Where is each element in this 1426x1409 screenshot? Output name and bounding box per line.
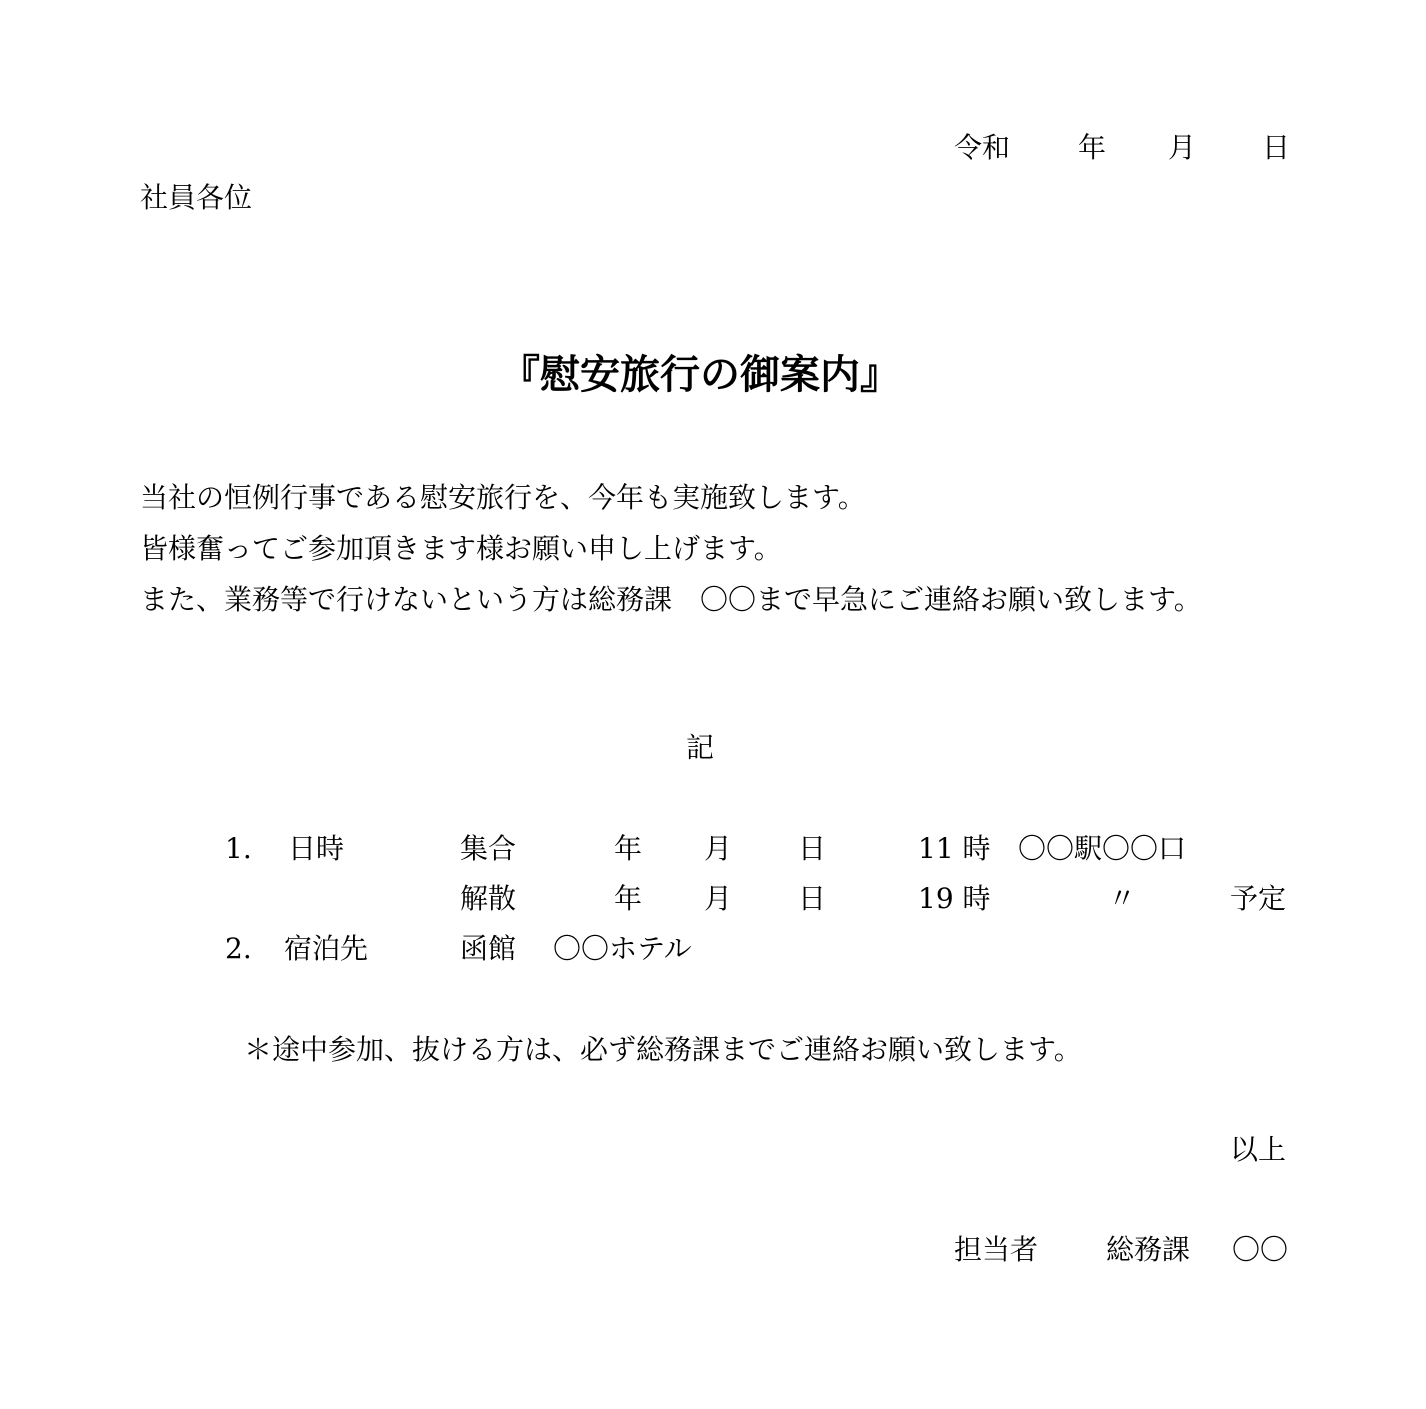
body-line-2: 皆様奮ってご参加頂きます様お願い申し上げます。 [140, 532, 782, 565]
disband-place: 〃 [1108, 882, 1137, 915]
contact-department: 総務課 [1106, 1233, 1191, 1266]
lodging-hotel: 〇〇ホテル [553, 932, 692, 965]
disband-year: 年 [614, 882, 643, 915]
date-day: 日 [1262, 131, 1291, 164]
date-era: 令和 [954, 131, 1011, 164]
gather-day: 日 [798, 832, 827, 865]
disband-day: 日 [798, 882, 827, 915]
ki-heading: 記 [685, 731, 714, 764]
lodging-city: 函館 [460, 932, 517, 965]
gather-place: 〇〇駅〇〇口 [1018, 832, 1187, 865]
document-title: 『慰安旅行の御案内』 [500, 351, 900, 398]
disband-month: 月 [704, 882, 733, 915]
item2-number: 2. [225, 932, 252, 965]
item1-label: 日時 [288, 832, 345, 865]
date-month: 月 [1168, 131, 1197, 164]
date-year: 年 [1078, 131, 1107, 164]
gather-label: 集合 [460, 832, 517, 865]
gather-time: 11 時 [918, 832, 991, 865]
item1-number: 1. [225, 832, 252, 865]
contact-label: 担当者 [954, 1233, 1039, 1266]
note-line: ＊途中参加、抜ける方は、必ず総務課までご連絡お願い致します。 [244, 1033, 1082, 1066]
disband-time: 19 時 [918, 882, 991, 915]
contact-name: 〇〇 [1232, 1233, 1289, 1266]
body-line-3: また、業務等で行けないという方は総務課 〇〇まで早急にご連絡お願い致します。 [140, 583, 1202, 616]
closing-text: 以上 [1230, 1133, 1287, 1166]
disband-note: 予定 [1230, 882, 1287, 915]
body-line-1: 当社の恒例行事である慰安旅行を、今年も実施致します。 [140, 481, 866, 514]
addressee: 社員各位 [140, 181, 253, 214]
gather-month: 月 [704, 832, 733, 865]
disband-label: 解散 [460, 882, 517, 915]
item2-label: 宿泊先 [284, 932, 369, 965]
gather-year: 年 [614, 832, 643, 865]
